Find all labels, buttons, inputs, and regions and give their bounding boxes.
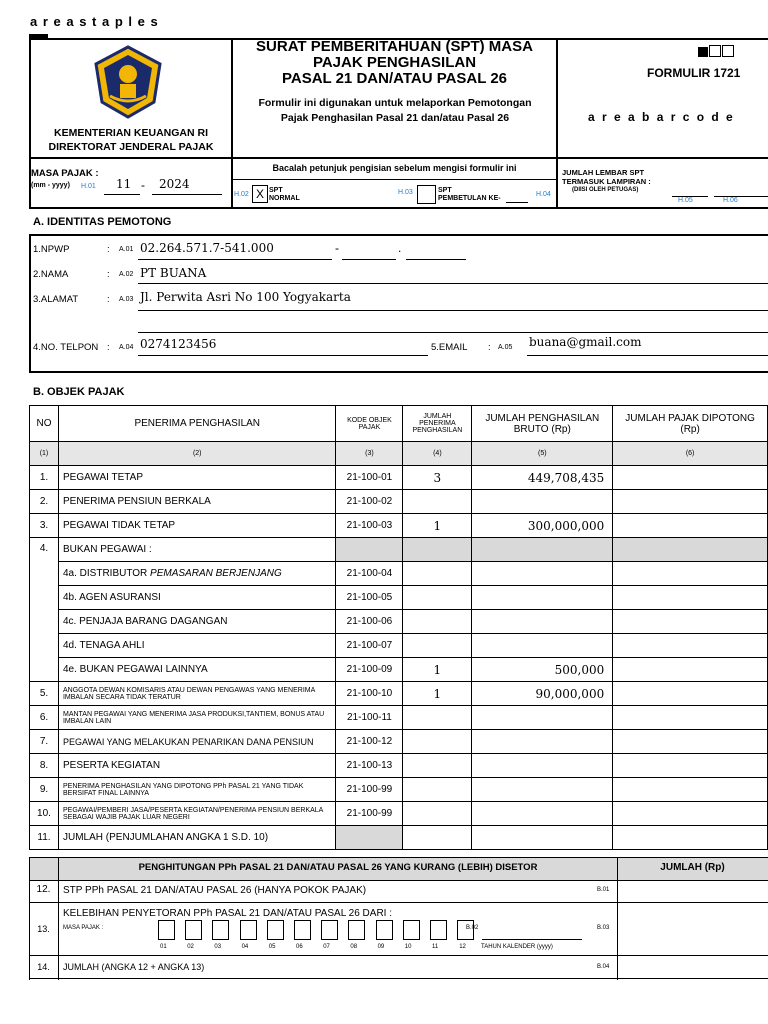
- masa-format: (mm - yyyy): [31, 182, 70, 189]
- colon: :: [107, 244, 110, 255]
- ministry-name: KEMENTERIAN KEUANGAN RI DIREKTORAT JENDERAL PAJAK: [48, 127, 214, 153]
- colon: :: [107, 294, 110, 305]
- header-jumlah-penerima: JUMLAH PENERIMA PENGHASILAN: [403, 406, 472, 442]
- row-kode: 21-100-02: [336, 490, 403, 514]
- row-bruto[interactable]: 90,000,000: [472, 682, 613, 706]
- row-bruto[interactable]: [472, 586, 613, 610]
- row-pajak[interactable]: [613, 586, 768, 610]
- row-kode: 21-100-99: [336, 802, 403, 826]
- row-name: PEGAWAI TIDAK TETAP: [58, 514, 336, 538]
- table-row: [30, 730, 768, 754]
- code-b03: B.03: [597, 925, 610, 931]
- colnum: (5): [472, 442, 613, 466]
- month-label: 10: [404, 944, 412, 950]
- row-bruto[interactable]: [472, 706, 613, 730]
- code-a03: A.03: [119, 296, 134, 303]
- row-kode: 21-100-06: [336, 610, 403, 634]
- month-label: 07: [323, 944, 330, 950]
- instruction-text: Bacalah petunjuk pengisian sebelum mengisi formulir ini: [272, 163, 517, 173]
- row-jumlah[interactable]: [403, 754, 472, 778]
- table-row: [30, 586, 768, 610]
- spt-pembetulan-checkbox[interactable]: [417, 185, 436, 204]
- row-jumlah[interactable]: [403, 802, 472, 826]
- header-kode: KODE OBJEK PAJAK: [336, 406, 403, 442]
- month-checkbox[interactable]: [376, 920, 393, 940]
- table-header-row: [30, 406, 768, 442]
- npwp-value[interactable]: 02.264.571.7-541.000: [140, 241, 274, 255]
- row-bruto[interactable]: [472, 490, 613, 514]
- month-label: 03: [214, 944, 222, 950]
- row13-label: KELEBIHAN PENYETORAN PPh PASAL 21 DAN/ATAU PASAL 26 DARI :: [63, 908, 393, 919]
- table-row: [30, 682, 768, 706]
- ministry-logo: [90, 44, 166, 125]
- table-row: [30, 562, 768, 586]
- colnum-row: [30, 442, 768, 466]
- area-staples: a r e a s t a p l e s: [30, 14, 159, 29]
- colnum: (2): [58, 442, 336, 466]
- month-label: 08: [350, 944, 358, 950]
- header-penerima: PENERIMA PENGHASILAN: [58, 406, 336, 442]
- colon: :: [107, 269, 110, 280]
- nama-value[interactable]: PT BUANA: [140, 266, 207, 280]
- code-h06: H.06: [723, 197, 738, 204]
- row-kode: 21-100-10: [336, 682, 403, 706]
- table-row: [30, 514, 768, 538]
- row-name: MANTAN PEGAWAI YANG MENERIMA JASA PRODUKSI,TANTIEM, BONUS ATAU IMBALAN LAIN: [58, 706, 336, 730]
- row13-no: 13.: [37, 924, 50, 934]
- nama-label: 2.NAMA: [33, 269, 69, 280]
- row-jumlah[interactable]: 1: [403, 682, 472, 706]
- row-pajak[interactable]: [613, 730, 768, 754]
- npwp-label: 1.NPWP: [33, 244, 70, 255]
- sub-row-name: 4b. AGEN ASURANSI: [58, 586, 336, 610]
- row-no: 4.: [30, 538, 59, 682]
- row-pajak[interactable]: [613, 634, 768, 658]
- row-name: JUMLAH (PENJUMLAHAN ANGKA 1 S.D. 10): [58, 826, 336, 850]
- row-bruto[interactable]: [472, 562, 613, 586]
- month-checkbox[interactable]: [321, 920, 338, 940]
- row-kode: 21-100-04: [336, 562, 403, 586]
- row-kode: 21-100-09: [336, 658, 403, 682]
- masa-pajak-label: MASA PAJAK :: [31, 168, 99, 179]
- form-title: SURAT PEMBERITAHUAN (SPT) MASA PAJAK PENGHASILAN PASAL 21 DAN/ATAU PASAL 26: [256, 38, 533, 87]
- month-checkbox[interactable]: [348, 920, 365, 940]
- code-b04: B.04: [597, 964, 610, 970]
- table-row: [30, 538, 768, 562]
- row-bruto[interactable]: [472, 778, 613, 802]
- row-kode: 21-100-05: [336, 586, 403, 610]
- row-kode: 21-100-01: [336, 466, 403, 490]
- row-no: 10.: [30, 802, 59, 826]
- code-a02: A.02: [119, 271, 134, 278]
- spt-normal-label: SPT NORMAL: [269, 187, 300, 202]
- table-row: [30, 754, 768, 778]
- row-name: ANGGOTA DEWAN KOMISARIS ATAU DEWAN PENGAWAS YANG MENERIMA IMBALAN SECARA TIDAK TERATUR: [58, 682, 336, 706]
- table-row: [30, 466, 768, 490]
- row-jumlah[interactable]: [403, 610, 472, 634]
- row-kode: 21-100-13: [336, 754, 403, 778]
- objek-pajak-table: [29, 405, 768, 850]
- month-checkbox[interactable]: [158, 920, 175, 940]
- row-no: 11.: [30, 826, 59, 850]
- row-no: 6.: [30, 706, 59, 730]
- alamat-label: 3.ALAMAT: [33, 294, 79, 305]
- month-label: 02: [187, 944, 194, 950]
- month-checkbox[interactable]: [403, 920, 420, 940]
- month-checkbox[interactable]: [185, 920, 202, 940]
- masa-pajak-sub: MASA PAJAK :: [63, 925, 104, 931]
- code-h05: H.05: [678, 197, 693, 204]
- row-bruto[interactable]: [472, 802, 613, 826]
- row-kode: 21-100-11: [336, 706, 403, 730]
- row-no: 3.: [30, 514, 59, 538]
- area-barcode: a r e a b a r c o d e: [588, 110, 735, 124]
- colon: :: [488, 342, 491, 353]
- code-a05: A.05: [498, 344, 513, 351]
- spt-pembetulan-label: SPT PEMBETULAN KE-: [438, 187, 501, 202]
- month-label: 06: [296, 944, 303, 950]
- spt-normal-checkbox[interactable]: X: [252, 185, 268, 203]
- row-pajak[interactable]: [613, 778, 768, 802]
- table-row: [30, 778, 768, 802]
- npwp-sep1: -: [335, 241, 339, 255]
- row-jumlah[interactable]: [403, 490, 472, 514]
- table-row: [30, 610, 768, 634]
- row-pajak[interactable]: [613, 490, 768, 514]
- page-indicator: [698, 44, 734, 62]
- row-jumlah[interactable]: 1: [403, 514, 472, 538]
- row-pajak[interactable]: [613, 658, 768, 682]
- row-jumlah[interactable]: [403, 778, 472, 802]
- row-name: PEGAWAI TETAP: [58, 466, 336, 490]
- penghitungan-title: PENGHITUNGAN PPh PASAL 21 DAN/ATAU PASAL 26 YANG KURANG (LEBIH) DISETOR: [138, 862, 538, 873]
- code-h01: H.01: [81, 183, 96, 190]
- row-pajak[interactable]: [613, 754, 768, 778]
- row-pajak[interactable]: [613, 466, 768, 490]
- code-h03: H.03: [398, 189, 413, 196]
- row-bruto[interactable]: 449,708,435: [472, 466, 613, 490]
- row-jumlah[interactable]: [403, 730, 472, 754]
- month-label: 04: [241, 944, 249, 950]
- section-b-title: B. OBJEK PAJAK: [33, 386, 125, 398]
- colnum: (4): [403, 442, 472, 466]
- row-pajak[interactable]: [613, 802, 768, 826]
- month-checkbox[interactable]: [267, 920, 284, 940]
- row-pajak[interactable]: [613, 610, 768, 634]
- row-name: PESERTA KEGIATAN: [58, 754, 336, 778]
- month-label: 01: [160, 944, 167, 950]
- row-jumlah[interactable]: 3: [403, 466, 472, 490]
- sub-row-name: 4e. BUKAN PEGAWAI LAINNYA: [58, 658, 336, 682]
- row-no: 1.: [30, 466, 59, 490]
- row-no: 5.: [30, 682, 59, 706]
- row-name: PENERIMA PENSIUN BERKALA: [58, 490, 336, 514]
- code-h02: H.02: [234, 191, 249, 198]
- form-subtitle: Formulir ini digunakan untuk melaporkan Pemotongan Pajak Penghasilan Pasal 21 dan/atau Pasal 26: [258, 97, 532, 124]
- month-label: 11: [432, 944, 439, 950]
- row12-label: STP PPh PASAL 21 DAN/ATAU PASAL 26 (HANYA POKOK PAJAK): [63, 885, 367, 896]
- form-number: FORMULIR 1721: [647, 66, 741, 80]
- row-kode: 21-100-03: [336, 514, 403, 538]
- month-label: 09: [377, 944, 385, 950]
- tahun-field[interactable]: [482, 921, 582, 940]
- colnum: (6): [613, 442, 768, 466]
- row-no: 2.: [30, 490, 59, 514]
- month-checkbox[interactable]: [212, 920, 229, 940]
- header-pajak: JUMLAH PAJAK DIPOTONG (Rp): [613, 406, 768, 442]
- row14-no: 14.: [37, 962, 50, 972]
- row-bruto[interactable]: [472, 610, 613, 634]
- row-bruto[interactable]: 500,000: [472, 658, 613, 682]
- row-bruto[interactable]: [472, 634, 613, 658]
- row-jumlah[interactable]: [403, 562, 472, 586]
- row-kode: 21-100-07: [336, 634, 403, 658]
- jumlah-lembar-label: JUMLAH LEMBAR SPT TERMASUK LAMPIRAN : (DIISI OLEH PETUGAS): [562, 168, 651, 193]
- sub-row-name: 4d. TENAGA AHLI: [58, 634, 336, 658]
- row-kode: 21-100-99: [336, 778, 403, 802]
- masa-year[interactable]: 2024: [159, 177, 190, 191]
- row-no: 7.: [30, 730, 59, 754]
- row-name: PEGAWAI/PEMBERI JASA/PESERTA KEGIATAN/PENERIMA PENSIUN BERKALA SEBAGAI WAJIB PAJAK LUAR NEGERI: [58, 802, 336, 826]
- colnum: (3): [336, 442, 403, 466]
- jumlah-rp-label: JUMLAH (Rp): [660, 862, 725, 873]
- header-bruto: JUMLAH PENGHASILAN BRUTO (Rp): [472, 406, 613, 442]
- row-bruto[interactable]: 300,000,000: [472, 514, 613, 538]
- row-jumlah[interactable]: [403, 706, 472, 730]
- month-checkbox[interactable]: [294, 920, 311, 940]
- month-checkbox[interactable]: [240, 920, 257, 940]
- row-jumlah[interactable]: 1: [403, 658, 472, 682]
- table-row: [30, 658, 768, 682]
- telpon-value[interactable]: 0274123456: [140, 337, 217, 351]
- month-label: 12: [459, 944, 466, 950]
- sub-row-name: 4c. PENJAJA BARANG DAGANGAN: [58, 610, 336, 634]
- row-name: BUKAN PEGAWAI :: [58, 538, 336, 562]
- row-no: 9.: [30, 778, 59, 802]
- masa-dash: -: [141, 178, 145, 192]
- colnum: (1): [30, 442, 59, 466]
- row14-label: JUMLAH (ANGKA 12 + ANGKA 13): [63, 962, 205, 972]
- row-pajak[interactable]: [613, 682, 768, 706]
- alamat-value[interactable]: Jl. Perwita Asri No 100 Yogyakarta: [140, 290, 351, 304]
- table-row: [30, 826, 768, 850]
- row-pajak[interactable]: [613, 706, 768, 730]
- row12-no: 12.: [36, 884, 51, 895]
- header-no: NO: [30, 406, 59, 442]
- row-no: 8.: [30, 754, 59, 778]
- sub-row-name: 4a. DISTRIBUTOR PEMASARAN BERJENJANG: [58, 562, 336, 586]
- code-a04: A.04: [119, 344, 134, 351]
- row-pajak[interactable]: [613, 514, 768, 538]
- section-a-title: A. IDENTITAS PEMOTONG: [33, 216, 172, 228]
- code-a01: A.01: [119, 246, 134, 253]
- table-row: [30, 706, 768, 730]
- email-label: 5.EMAIL: [431, 342, 468, 353]
- table-row: [30, 490, 768, 514]
- table-row: [30, 802, 768, 826]
- row-jumlah[interactable]: [403, 634, 472, 658]
- code-h04: H.04: [536, 191, 551, 198]
- telpon-label: 4.NO. TELPON: [33, 342, 99, 353]
- code-b02: B.02: [466, 925, 479, 931]
- tahun-label: TAHUN KALENDER (yyyy): [481, 944, 553, 950]
- colon: :: [107, 342, 110, 353]
- masa-month[interactable]: 11: [116, 177, 132, 191]
- table-row: [30, 634, 768, 658]
- row-bruto[interactable]: [472, 754, 613, 778]
- row-jumlah[interactable]: [403, 586, 472, 610]
- row-pajak[interactable]: [613, 562, 768, 586]
- month-label: 05: [268, 944, 276, 950]
- email-value[interactable]: buana@gmail.com: [529, 335, 642, 349]
- npwp-sep2: .: [398, 241, 402, 255]
- row-bruto[interactable]: [472, 730, 613, 754]
- row-kode: 21-100-12: [336, 730, 403, 754]
- code-b01: B.01: [597, 887, 610, 893]
- row-name: PENERIMA PENGHASILAN YANG DIPOTONG PPh PASAL 21 YANG TIDAK BERSIFAT FINAL LAINNYA: [58, 778, 336, 802]
- month-checkbox[interactable]: [430, 920, 447, 940]
- row-name: PEGAWAI YANG MELAKUKAN PENARIKAN DANA PENSIUN: [58, 730, 336, 754]
